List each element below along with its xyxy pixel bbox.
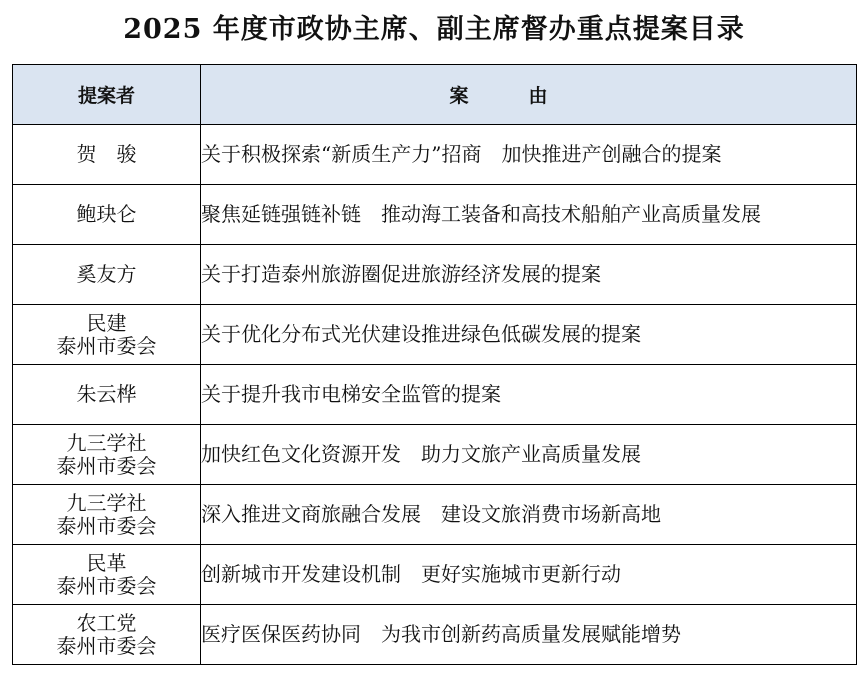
proposer-committee: 泰州市委会 (56, 573, 157, 598)
reason-text: 医疗医保医药协同 为我市创新药高质量发展赋能增势 (201, 622, 681, 646)
reason-cell (201, 245, 857, 305)
proposer-cell (13, 245, 201, 305)
proposer-committee: 泰州市委会 (56, 513, 157, 538)
table-row (13, 365, 857, 425)
proposer-cell (13, 305, 201, 365)
reason-text: 关于优化分布式光伏建设推进绿色低碳发展的提案 (201, 322, 641, 346)
proposer-party: 农工党 (76, 610, 137, 635)
reason-cell (201, 365, 857, 425)
proposer-cell (13, 605, 201, 665)
reason-text: 创新城市开发建设机制 更好实施城市更新行动 (201, 562, 621, 586)
proposer-name: 贺骏 (76, 142, 157, 166)
proposer-cell (13, 485, 201, 545)
table-row (13, 305, 857, 365)
proposer-party: 民革 (86, 550, 127, 575)
document-title: 2025 年度市政协主席、副主席督办重点提案目录 (123, 14, 745, 45)
reason-cell (201, 125, 857, 185)
proposer-name: 朱云桦 (76, 382, 137, 406)
proposer-committee: 泰州市委会 (56, 453, 157, 478)
table-header (13, 65, 857, 125)
table-row (13, 125, 857, 185)
header-proposer: 提案者 (13, 65, 201, 125)
proposer-name: 奚友方 (76, 262, 137, 286)
proposer-party: 九三学社 (66, 430, 147, 455)
reason-text: 关于提升我市电梯安全监管的提案 (201, 382, 501, 406)
table-row (13, 605, 857, 665)
proposer-committee: 泰州市委会 (56, 633, 157, 658)
header-reason: 案由 (201, 65, 857, 125)
table-body (13, 125, 857, 665)
reason-cell (201, 605, 857, 665)
reason-cell (201, 485, 857, 545)
proposer-cell (13, 545, 201, 605)
reason-text: 加快红色文化资源开发 助力文旅产业高质量发展 (201, 442, 641, 466)
reason-text: 关于打造泰州旅游圈促进旅游经济发展的提案 (201, 262, 601, 286)
reason-text: 深入推进文商旅融合发展 建设文旅消费市场新高地 (201, 502, 661, 526)
reason-cell (201, 305, 857, 365)
proposer-party: 九三学社 (66, 490, 147, 515)
proposer-party: 民建 (86, 310, 127, 335)
table-row (13, 485, 857, 545)
proposal-table (12, 64, 857, 665)
proposer-name: 鲍玦仑 (76, 202, 137, 226)
proposer-committee: 泰州市委会 (56, 333, 157, 358)
reason-cell (201, 185, 857, 245)
reason-text: 聚焦延链强链补链 推动海工装备和高技术船舶产业高质量发展 (201, 202, 761, 226)
proposer-cell (13, 425, 201, 485)
table-row (13, 245, 857, 305)
proposer-cell (13, 365, 201, 425)
table-row (13, 545, 857, 605)
reason-text: 关于积极探索“新质生产力”招商 加快推进产创融合的提案 (201, 142, 722, 166)
reason-cell (201, 545, 857, 605)
proposer-cell (13, 185, 201, 245)
table-row (13, 425, 857, 485)
header-row (13, 65, 857, 125)
table-row (13, 185, 857, 245)
proposer-cell (13, 125, 201, 185)
reason-cell (201, 425, 857, 485)
